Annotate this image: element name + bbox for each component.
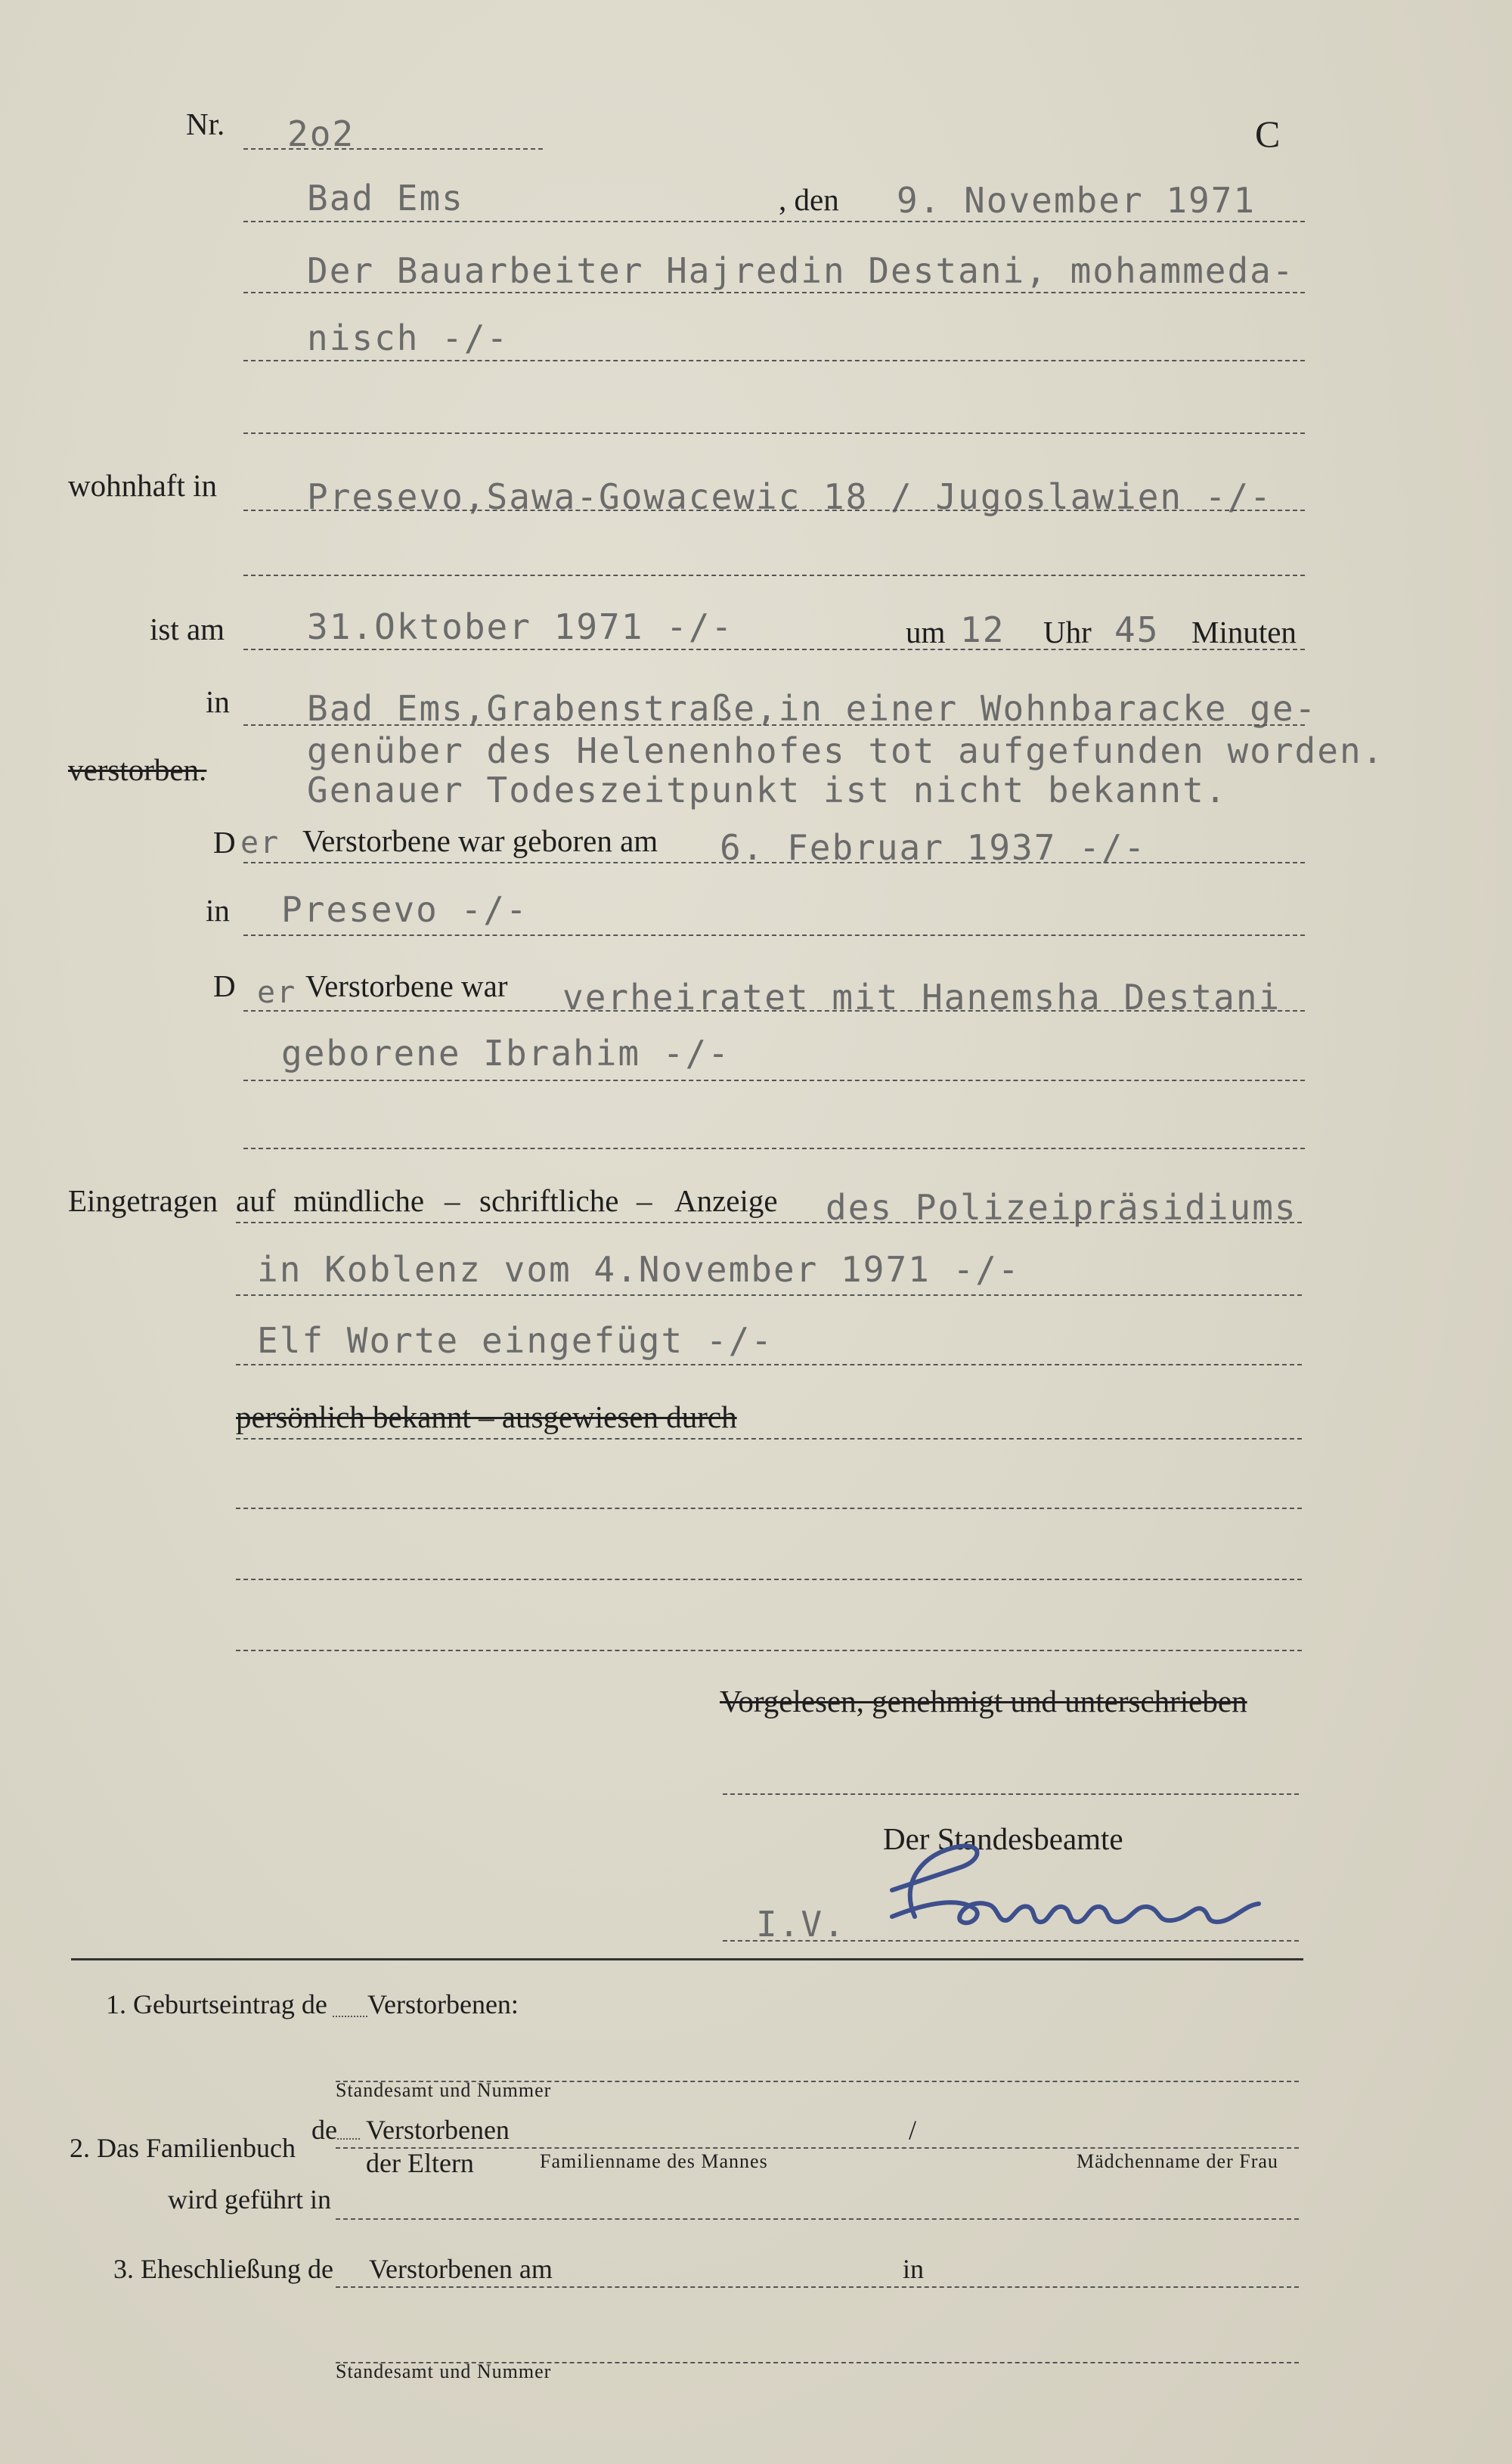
- registration-dash-1: –: [445, 1183, 460, 1218]
- den-label: , den: [779, 182, 839, 217]
- footer-item-2-caption-wife: Mädchenname der Frau: [1077, 2150, 1278, 2172]
- footer-item-3-mid: Verstorbenen am: [369, 2254, 553, 2284]
- footer-item-2-rule: [336, 2147, 1299, 2149]
- nr-value: 2o2: [287, 113, 355, 154]
- iv-label: I.V.: [756, 1904, 846, 1945]
- death-place-line-1: Bad Ems,Grabenstraße,in einer Wohnbaracke ge-: [307, 688, 1318, 729]
- registration-line-3: Elf Worte eingefügt -/-: [257, 1320, 773, 1361]
- form-letter: C: [1255, 113, 1281, 155]
- footer-item-3-in: in: [903, 2254, 925, 2284]
- footer-item-3-rule: [336, 2286, 1299, 2288]
- registration-rule-1: [236, 1222, 1302, 1223]
- date-value: 9. November 1971: [897, 180, 1256, 221]
- nr-label: Nr.: [186, 107, 225, 141]
- death-date-value: 31.Oktober 1971 -/-: [307, 606, 734, 647]
- death-place-label: in: [206, 684, 230, 719]
- footer-item-2-slash: /: [909, 2115, 917, 2145]
- birth-date: 6. Februar 1937 -/-: [720, 827, 1147, 868]
- marriage-prefix: D: [213, 969, 236, 1003]
- signature-rule-1: [723, 1793, 1299, 1795]
- birth-prefix: D: [213, 825, 236, 860]
- marriage-label: Verstorbene war: [305, 969, 508, 1003]
- registration-label: Eingetragen: [68, 1183, 218, 1218]
- signature-image: [869, 1837, 1293, 1943]
- uhr-label: Uhr: [1043, 615, 1092, 649]
- footer-item-1-suffix: Verstorbenen:: [367, 1989, 519, 2019]
- nr-line: [243, 148, 543, 150]
- residence-label: wohnhaft in: [68, 468, 217, 503]
- birth-place-rule: [243, 934, 1305, 936]
- residence-rule: [243, 510, 1305, 511]
- person-line-2-rule: [243, 360, 1305, 361]
- place-value: Bad Ems: [307, 178, 464, 219]
- footer-item-2-small-rule: [337, 2138, 360, 2140]
- registration-schriftliche: schriftliche: [479, 1183, 619, 1218]
- marriage-rule-3: [243, 1148, 1305, 1149]
- footer-item-2-kept: wird geführt in: [168, 2184, 331, 2215]
- birth-date-rule: [243, 862, 1305, 863]
- death-place-rule: [243, 724, 1305, 726]
- registration-auf: auf: [236, 1183, 276, 1218]
- person-line-2: nisch -/-: [307, 318, 510, 358]
- um-label: um: [906, 615, 946, 649]
- read-approved-label: Vorgelesen, genehmigt und unterschrieben: [720, 1684, 1247, 1719]
- birth-typed-er: er: [240, 826, 280, 860]
- marriage-rule-2: [243, 1080, 1305, 1081]
- death-date-label: ist am: [150, 612, 225, 646]
- identification-label: persönlich bekannt – ausgewiesen durch: [236, 1399, 737, 1434]
- footer-item-1-caption: Standesamt und Nummer: [336, 2079, 552, 2101]
- death-place-line-3: Genauer Todeszeitpunkt ist nicht bekannt.: [307, 770, 1228, 810]
- footer-item-1-small-rule: [333, 2016, 367, 2017]
- registration-dash-2: –: [637, 1183, 652, 1218]
- verstorben-label: verstorben.: [68, 752, 207, 787]
- footer-item-2-de: de: [311, 2115, 337, 2145]
- place-date-line: [243, 221, 1305, 222]
- person-line-1-rule: [243, 292, 1305, 293]
- registration-anzeige: Anzeige: [674, 1183, 778, 1218]
- registration-line-2: in Koblenz vom 4.November 1971 -/-: [257, 1249, 1021, 1290]
- death-hour: 12: [960, 609, 1005, 650]
- footer-item-3-label: 3. Eheschließung de: [113, 2254, 333, 2284]
- birth-place-label: in: [206, 893, 230, 928]
- marriage-line-1: verheiratet mit Hanemsha Destani: [562, 977, 1281, 1018]
- death-date-rule: [243, 649, 1305, 650]
- official-title: Der Standesbeamte: [883, 1821, 1123, 1856]
- registration-rule-3: [236, 1364, 1302, 1365]
- registration-muendliche: mündliche: [293, 1183, 425, 1218]
- residence-rule-2: [243, 575, 1305, 576]
- death-place-line-2: genüber des Helenenhofes tot aufgefunden worden.: [307, 730, 1385, 771]
- identification-rule: [236, 1438, 1302, 1440]
- blank-rule-3: [236, 1650, 1302, 1651]
- footer-item-2-verstorbenen: Verstorbenen: [366, 2115, 510, 2145]
- blank-rule-2: [236, 1579, 1302, 1580]
- marriage-typed-er: er: [257, 975, 297, 1010]
- residence-value: Presevo,Sawa-Gowacewic 18 / Jugoslawien -/-: [307, 476, 1272, 517]
- footer-item-2-label: 2. Das Familienbuch: [70, 2133, 296, 2163]
- registration-line-1: des Polizeipräsidiums: [826, 1187, 1297, 1228]
- signature-rule-2: [723, 1940, 1299, 1942]
- marriage-line-2: geborene Ibrahim -/-: [281, 1033, 730, 1074]
- minuten-label: Minuten: [1191, 615, 1297, 649]
- marriage-rule-1: [243, 1010, 1305, 1012]
- footer-item-1-label: 1. Geburtseintrag de: [106, 1989, 327, 2019]
- footer-item-2-kept-rule: [336, 2218, 1299, 2220]
- registration-rule-2: [236, 1294, 1302, 1296]
- footer-item-2-caption-husband: Familienname des Mannes: [540, 2150, 768, 2172]
- footer-item-2-eltern: der Eltern: [366, 2148, 474, 2178]
- person-line-3-rule: [243, 432, 1305, 434]
- death-minutes: 45: [1114, 609, 1160, 650]
- footer-item-3-caption: Standesamt und Nummer: [336, 2360, 552, 2382]
- blank-rule-1: [236, 1508, 1302, 1509]
- birth-label: Verstorbene war geboren am: [302, 823, 658, 858]
- birth-place: Presevo -/-: [281, 889, 528, 930]
- person-line-1: Der Bauarbeiter Hajredin Destani, mohammeda-: [307, 250, 1295, 291]
- section-divider: [71, 1958, 1303, 1960]
